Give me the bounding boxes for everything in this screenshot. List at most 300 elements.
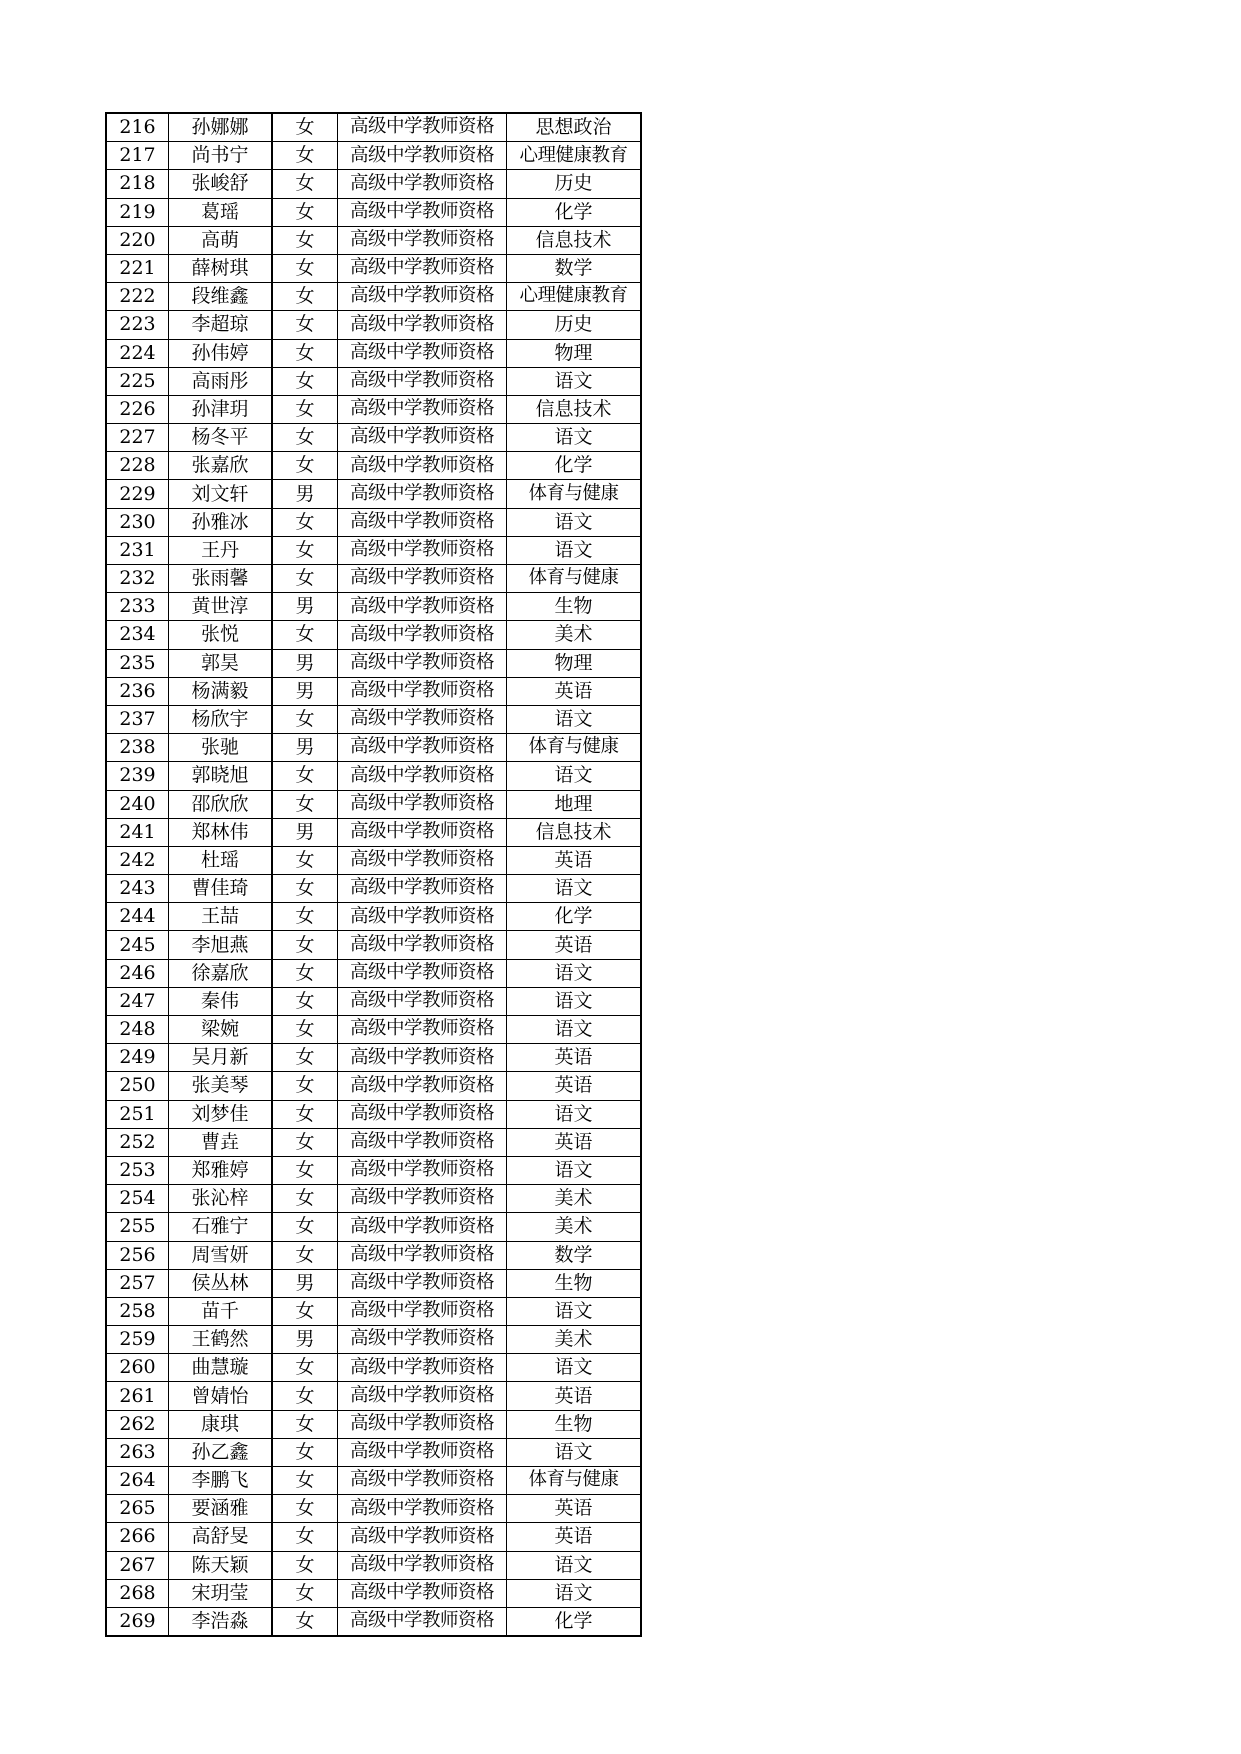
cell-number: 252 [106,1128,169,1156]
cell-number: 243 [106,875,169,903]
table-row [106,311,641,339]
cell-subject: 数学 [507,1241,642,1269]
cell-subject: 语文 [507,1579,642,1607]
cell-gender: 女 [272,705,338,733]
cell-gender: 男 [272,677,338,705]
cell-name: 尚书宁 [169,142,273,170]
cell-number: 236 [106,677,169,705]
table-row [106,254,641,282]
cell-subject: 英语 [507,931,642,959]
table-row [106,452,641,480]
cell-gender: 女 [272,875,338,903]
cell-qualification: 高级中学教师资格 [338,1297,507,1325]
cell-gender: 女 [272,198,338,226]
cell-qualification: 高级中学教师资格 [338,565,507,593]
table-row [106,1354,641,1382]
cell-qualification: 高级中学教师资格 [338,649,507,677]
cell-qualification: 高级中学教师资格 [338,1354,507,1382]
cell-qualification: 高级中学教师资格 [338,536,507,564]
cell-name: 曹垚 [169,1128,273,1156]
cell-number: 230 [106,508,169,536]
cell-subject: 英语 [507,1523,642,1551]
cell-number: 239 [106,762,169,790]
cell-qualification: 高级中学教师资格 [338,1551,507,1579]
cell-name: 葛瑶 [169,198,273,226]
cell-subject: 英语 [507,846,642,874]
cell-name: 张峻舒 [169,170,273,198]
table-row [106,1269,641,1297]
cell-subject: 语文 [507,1297,642,1325]
cell-qualification: 高级中学教师资格 [338,1607,507,1636]
cell-qualification: 高级中学教师资格 [338,1072,507,1100]
table-row [106,1551,641,1579]
cell-number: 234 [106,621,169,649]
table-row [106,1072,641,1100]
cell-number: 265 [106,1495,169,1523]
cell-gender: 女 [272,283,338,311]
cell-subject: 心理健康教育 [507,283,642,311]
cell-gender: 男 [272,649,338,677]
cell-name: 邵欣欣 [169,790,273,818]
cell-qualification: 高级中学教师资格 [338,311,507,339]
cell-subject: 美术 [507,621,642,649]
table-row [106,621,641,649]
cell-number: 219 [106,198,169,226]
cell-gender: 女 [272,254,338,282]
cell-gender: 男 [272,1326,338,1354]
cell-name: 张沁梓 [169,1185,273,1213]
cell-subject: 语文 [507,1156,642,1184]
cell-number: 263 [106,1438,169,1466]
cell-subject: 语文 [507,875,642,903]
table-row [106,931,641,959]
cell-gender: 女 [272,536,338,564]
cell-qualification: 高级中学教师资格 [338,424,507,452]
cell-gender: 女 [272,1438,338,1466]
cell-name: 梁婉 [169,1016,273,1044]
cell-number: 216 [106,113,169,142]
table-row [106,198,641,226]
cell-qualification: 高级中学教师资格 [338,846,507,874]
cell-qualification: 高级中学教师资格 [338,1128,507,1156]
cell-number: 246 [106,959,169,987]
cell-name: 李浩淼 [169,1607,273,1636]
cell-gender: 女 [272,1156,338,1184]
cell-subject: 化学 [507,452,642,480]
cell-gender: 女 [272,987,338,1015]
cell-gender: 男 [272,734,338,762]
cell-subject: 语文 [507,1016,642,1044]
cell-gender: 女 [272,367,338,395]
cell-name: 杨欣宇 [169,705,273,733]
cell-qualification: 高级中学教师资格 [338,142,507,170]
cell-subject: 信息技术 [507,818,642,846]
cell-qualification: 高级中学教师资格 [338,395,507,423]
cell-number: 258 [106,1297,169,1325]
cell-subject: 心理健康教育 [507,142,642,170]
cell-name: 李鹏飞 [169,1467,273,1495]
cell-qualification: 高级中学教师资格 [338,734,507,762]
cell-subject: 语文 [507,536,642,564]
cell-qualification: 高级中学教师资格 [338,1185,507,1213]
cell-name: 王喆 [169,903,273,931]
cell-name: 李超琼 [169,311,273,339]
cell-qualification: 高级中学教师资格 [338,621,507,649]
cell-name: 张驰 [169,734,273,762]
cell-qualification: 高级中学教师资格 [338,339,507,367]
cell-subject: 化学 [507,198,642,226]
cell-name: 高雨彤 [169,367,273,395]
cell-gender: 女 [272,1100,338,1128]
cell-qualification: 高级中学教师资格 [338,1467,507,1495]
cell-name: 郭昊 [169,649,273,677]
table-row [106,536,641,564]
cell-subject: 语文 [507,1438,642,1466]
cell-number: 220 [106,226,169,254]
teacher-qualification-table [105,112,642,1637]
cell-gender: 女 [272,395,338,423]
cell-subject: 化学 [507,903,642,931]
cell-gender: 女 [272,142,338,170]
cell-qualification: 高级中学教师资格 [338,480,507,508]
table-row [106,367,641,395]
table-row [106,170,641,198]
cell-gender: 男 [272,480,338,508]
cell-number: 266 [106,1523,169,1551]
table-row [106,565,641,593]
cell-name: 苗千 [169,1297,273,1325]
table-row [106,1495,641,1523]
cell-gender: 女 [272,565,338,593]
cell-subject: 语文 [507,762,642,790]
cell-name: 孙娜娜 [169,113,273,142]
table-row [106,1438,641,1466]
table-row [106,424,641,452]
cell-number: 250 [106,1072,169,1100]
table-row [106,395,641,423]
cell-gender: 女 [272,1213,338,1241]
cell-qualification: 高级中学教师资格 [338,508,507,536]
cell-subject: 语文 [507,1354,642,1382]
cell-subject: 物理 [507,649,642,677]
table-row [106,480,641,508]
table-row [106,593,641,621]
cell-qualification: 高级中学教师资格 [338,1016,507,1044]
cell-gender: 女 [272,1044,338,1072]
cell-qualification: 高级中学教师资格 [338,254,507,282]
cell-gender: 女 [272,1128,338,1156]
cell-name: 孙伟婷 [169,339,273,367]
cell-qualification: 高级中学教师资格 [338,1410,507,1438]
cell-qualification: 高级中学教师资格 [338,593,507,621]
table-row [106,705,641,733]
cell-number: 224 [106,339,169,367]
cell-qualification: 高级中学教师资格 [338,1495,507,1523]
cell-name: 杨冬平 [169,424,273,452]
cell-gender: 女 [272,311,338,339]
cell-name: 郭晓旭 [169,762,273,790]
cell-gender: 女 [272,1354,338,1382]
cell-number: 249 [106,1044,169,1072]
cell-gender: 女 [272,1241,338,1269]
cell-name: 侯丛林 [169,1269,273,1297]
cell-gender: 男 [272,593,338,621]
cell-number: 223 [106,311,169,339]
cell-name: 高舒旻 [169,1523,273,1551]
table-row [106,1185,641,1213]
cell-name: 曾婧怡 [169,1382,273,1410]
cell-subject: 地理 [507,790,642,818]
cell-qualification: 高级中学教师资格 [338,1382,507,1410]
cell-qualification: 高级中学教师资格 [338,1156,507,1184]
cell-number: 248 [106,1016,169,1044]
table-row [106,1044,641,1072]
table-row [106,1241,641,1269]
table-row [106,677,641,705]
cell-number: 264 [106,1467,169,1495]
cell-number: 225 [106,367,169,395]
cell-subject: 信息技术 [507,395,642,423]
table-row [106,1382,641,1410]
cell-name: 要涵雅 [169,1495,273,1523]
cell-name: 徐嘉欣 [169,959,273,987]
cell-name: 曹佳琦 [169,875,273,903]
cell-subject: 思想政治 [507,113,642,142]
table-body [106,113,641,1636]
cell-qualification: 高级中学教师资格 [338,677,507,705]
cell-subject: 体育与健康 [507,565,642,593]
cell-number: 228 [106,452,169,480]
table-row [106,1410,641,1438]
cell-gender: 女 [272,1495,338,1523]
table-row [106,1607,641,1636]
cell-name: 郑林伟 [169,818,273,846]
cell-qualification: 高级中学教师资格 [338,903,507,931]
cell-number: 260 [106,1354,169,1382]
cell-qualification: 高级中学教师资格 [338,790,507,818]
cell-number: 233 [106,593,169,621]
cell-qualification: 高级中学教师资格 [338,283,507,311]
cell-name: 薛树琪 [169,254,273,282]
cell-subject: 英语 [507,677,642,705]
table-row [106,875,641,903]
cell-name: 吴月新 [169,1044,273,1072]
cell-gender: 女 [272,339,338,367]
cell-subject: 语文 [507,424,642,452]
cell-number: 251 [106,1100,169,1128]
cell-number: 259 [106,1326,169,1354]
table-row [106,649,641,677]
cell-gender: 女 [272,1410,338,1438]
cell-number: 241 [106,818,169,846]
cell-gender: 女 [272,1579,338,1607]
table-row [106,339,641,367]
cell-subject: 英语 [507,1495,642,1523]
cell-number: 261 [106,1382,169,1410]
table-row [106,903,641,931]
cell-number: 227 [106,424,169,452]
cell-subject: 体育与健康 [507,480,642,508]
cell-name: 刘梦佳 [169,1100,273,1128]
table-row [106,1156,641,1184]
cell-number: 253 [106,1156,169,1184]
cell-gender: 女 [272,1523,338,1551]
cell-subject: 数学 [507,254,642,282]
cell-name: 张雨馨 [169,565,273,593]
cell-qualification: 高级中学教师资格 [338,198,507,226]
cell-number: 269 [106,1607,169,1636]
cell-gender: 女 [272,790,338,818]
cell-subject: 历史 [507,311,642,339]
cell-number: 231 [106,536,169,564]
cell-name: 黄世淳 [169,593,273,621]
cell-qualification: 高级中学教师资格 [338,452,507,480]
cell-name: 杜瑶 [169,846,273,874]
cell-name: 陈天颖 [169,1551,273,1579]
cell-gender: 女 [272,1016,338,1044]
cell-name: 孙津玥 [169,395,273,423]
cell-name: 高萌 [169,226,273,254]
cell-qualification: 高级中学教师资格 [338,705,507,733]
cell-name: 周雪妍 [169,1241,273,1269]
table-row [106,818,641,846]
cell-gender: 女 [272,1072,338,1100]
cell-gender: 女 [272,508,338,536]
cell-qualification: 高级中学教师资格 [338,170,507,198]
cell-name: 康琪 [169,1410,273,1438]
cell-subject: 语文 [507,508,642,536]
table-row [106,762,641,790]
cell-name: 杨满毅 [169,677,273,705]
cell-subject: 物理 [507,339,642,367]
cell-gender: 女 [272,226,338,254]
table-row [106,959,641,987]
cell-number: 262 [106,1410,169,1438]
cell-qualification: 高级中学教师资格 [338,113,507,142]
cell-gender: 女 [272,424,338,452]
cell-gender: 女 [272,762,338,790]
table-row [106,283,641,311]
cell-gender: 女 [272,170,338,198]
cell-subject: 语文 [507,987,642,1015]
cell-name: 刘文轩 [169,480,273,508]
table-row [106,1128,641,1156]
cell-name: 段维鑫 [169,283,273,311]
cell-subject: 英语 [507,1382,642,1410]
table-row [106,508,641,536]
cell-qualification: 高级中学教师资格 [338,959,507,987]
cell-number: 255 [106,1213,169,1241]
cell-qualification: 高级中学教师资格 [338,818,507,846]
cell-number: 240 [106,790,169,818]
cell-number: 217 [106,142,169,170]
cell-number: 222 [106,283,169,311]
cell-qualification: 高级中学教师资格 [338,762,507,790]
cell-subject: 语文 [507,1100,642,1128]
cell-gender: 女 [272,1297,338,1325]
table-row [106,790,641,818]
cell-qualification: 高级中学教师资格 [338,875,507,903]
table-row [106,846,641,874]
cell-qualification: 高级中学教师资格 [338,367,507,395]
cell-gender: 女 [272,1185,338,1213]
cell-gender: 女 [272,1551,338,1579]
cell-gender: 女 [272,621,338,649]
cell-subject: 美术 [507,1213,642,1241]
cell-name: 王鹤然 [169,1326,273,1354]
cell-gender: 女 [272,931,338,959]
table-row [106,987,641,1015]
cell-qualification: 高级中学教师资格 [338,987,507,1015]
cell-gender: 女 [272,1382,338,1410]
table-row [106,142,641,170]
cell-name: 郑雅婷 [169,1156,273,1184]
cell-subject: 生物 [507,593,642,621]
cell-subject: 体育与健康 [507,1467,642,1495]
cell-number: 254 [106,1185,169,1213]
table-row [106,226,641,254]
cell-gender: 女 [272,452,338,480]
cell-name: 张美琴 [169,1072,273,1100]
cell-qualification: 高级中学教师资格 [338,1044,507,1072]
table-row [106,1297,641,1325]
cell-gender: 男 [272,818,338,846]
cell-subject: 美术 [507,1326,642,1354]
cell-number: 237 [106,705,169,733]
cell-subject: 历史 [507,170,642,198]
cell-number: 247 [106,987,169,1015]
cell-name: 张嘉欣 [169,452,273,480]
table-row [106,1016,641,1044]
cell-qualification: 高级中学教师资格 [338,226,507,254]
cell-number: 232 [106,565,169,593]
cell-subject: 语文 [507,1551,642,1579]
cell-subject: 信息技术 [507,226,642,254]
cell-name: 曲慧璇 [169,1354,273,1382]
cell-number: 229 [106,480,169,508]
cell-subject: 美术 [507,1185,642,1213]
table-row [106,1579,641,1607]
cell-gender: 女 [272,1607,338,1636]
cell-subject: 英语 [507,1072,642,1100]
cell-gender: 女 [272,959,338,987]
cell-name: 王丹 [169,536,273,564]
cell-qualification: 高级中学教师资格 [338,1438,507,1466]
cell-subject: 体育与健康 [507,734,642,762]
cell-number: 245 [106,931,169,959]
table-row [106,1100,641,1128]
cell-qualification: 高级中学教师资格 [338,1269,507,1297]
cell-qualification: 高级中学教师资格 [338,1100,507,1128]
cell-gender: 女 [272,903,338,931]
cell-number: 226 [106,395,169,423]
cell-number: 256 [106,1241,169,1269]
cell-qualification: 高级中学教师资格 [338,931,507,959]
cell-name: 孙乙鑫 [169,1438,273,1466]
cell-qualification: 高级中学教师资格 [338,1326,507,1354]
cell-number: 218 [106,170,169,198]
cell-subject: 语文 [507,367,642,395]
table-row [106,1326,641,1354]
cell-name: 李旭燕 [169,931,273,959]
cell-number: 257 [106,1269,169,1297]
cell-name: 张悦 [169,621,273,649]
cell-subject: 化学 [507,1607,642,1636]
cell-number: 268 [106,1579,169,1607]
cell-subject: 英语 [507,1044,642,1072]
cell-subject: 语文 [507,705,642,733]
table-row [106,734,641,762]
